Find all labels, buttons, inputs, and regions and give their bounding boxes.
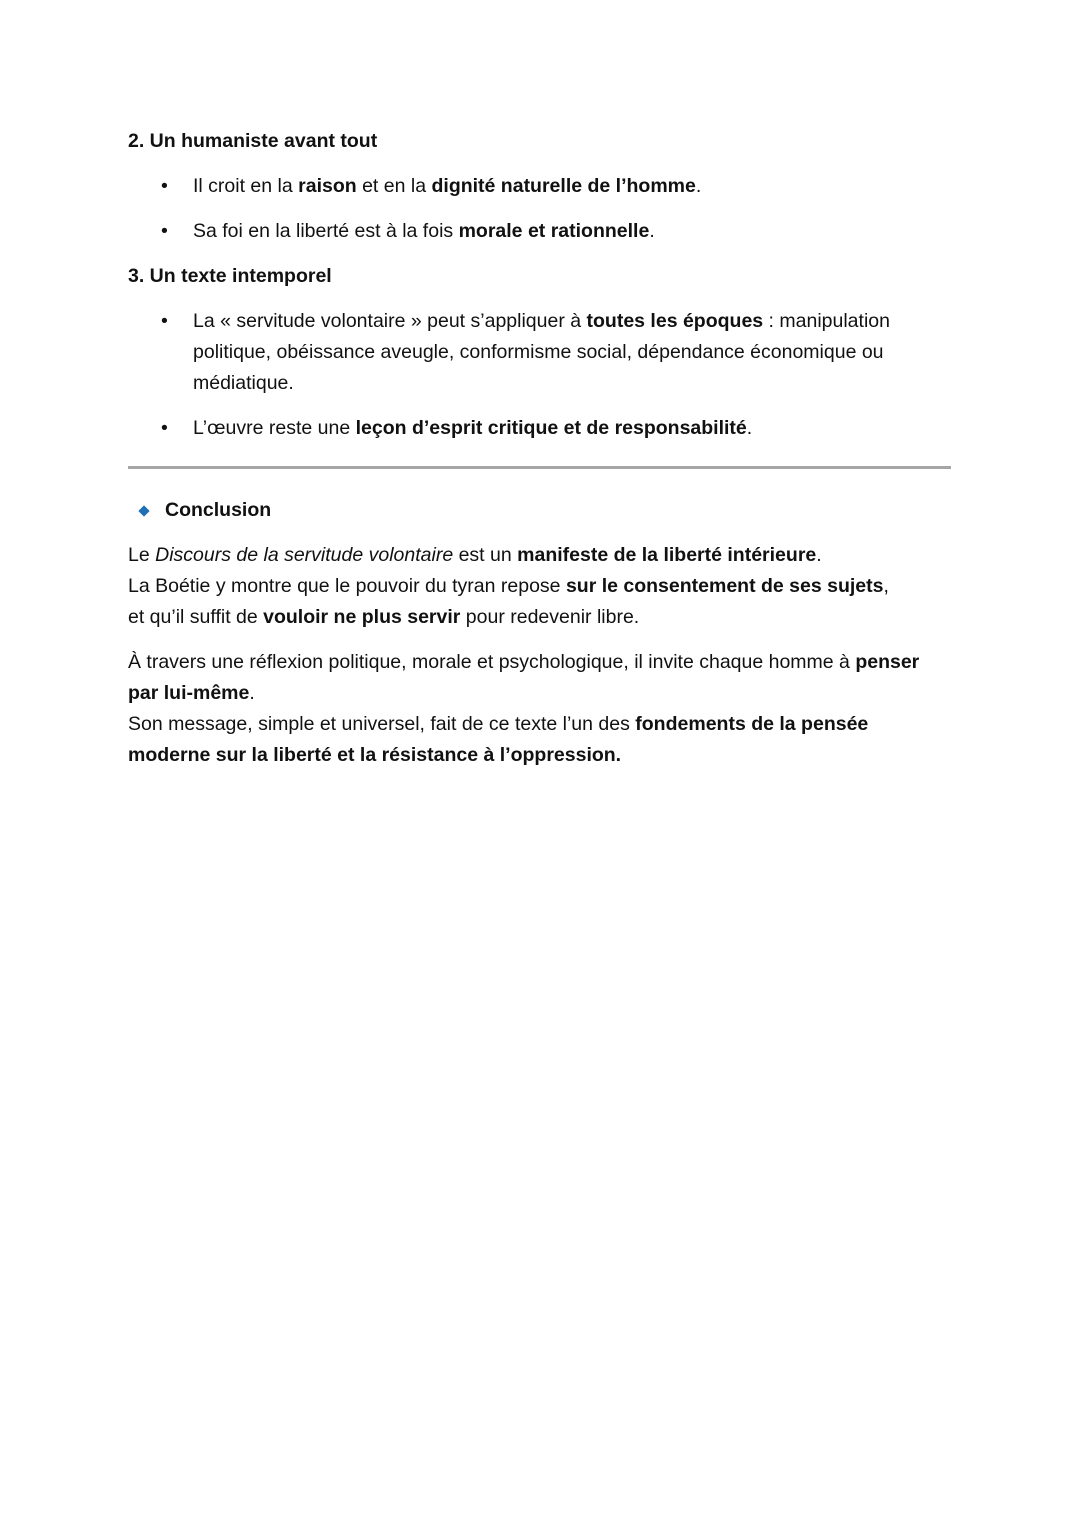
blue-diamond-icon <box>138 505 149 516</box>
text: La « servitude volontaire » peut s’appliquer à <box>193 310 587 332</box>
text: L’œuvre reste une <box>193 417 356 439</box>
text: Sa foi en la liberté est à la fois <box>193 220 459 242</box>
bold-text: penser par lui-même <box>128 651 920 704</box>
text: : manipulation politique, obéissance aveugle, conformisme social, dépendance économique ou médiatique. <box>193 310 890 394</box>
list-item <box>128 413 953 444</box>
text: . <box>746 417 753 439</box>
bold-text: morale et rationnelle <box>458 220 650 242</box>
italic-title: Discours de la servitude volontaire <box>155 544 454 566</box>
document-page <box>128 126 953 785</box>
section-heading: 2. Un humaniste avant tout <box>128 130 378 152</box>
text: La Boétie y montre que le pouvoir du tyran repose <box>128 575 566 597</box>
bold-text: vouloir ne plus servir <box>263 606 461 628</box>
bullet-list <box>128 171 953 247</box>
bold-text: leçon d’esprit critique et de responsabilité <box>355 417 747 439</box>
section-heading: 3. Un texte intemporel <box>128 265 332 287</box>
text: . <box>695 175 702 197</box>
text: , <box>883 575 889 597</box>
list-item <box>128 216 953 247</box>
list-item <box>128 306 953 399</box>
text: et en la <box>356 175 432 197</box>
text: et qu’il suffit de <box>128 606 264 628</box>
paragraph <box>128 647 928 771</box>
text: est un <box>453 544 518 566</box>
bold-text: fondements de la pensée moderne sur la liberté et la résistance à l’oppression. <box>128 713 869 766</box>
conclusion-heading <box>128 495 953 526</box>
text: . <box>816 544 822 566</box>
text: . <box>649 220 655 242</box>
text: Le <box>128 544 156 566</box>
list-item <box>128 171 953 202</box>
conclusion-title: Conclusion <box>165 499 272 521</box>
text: À travers une réflexion politique, morale et psychologique, il invite chaque homme à <box>128 651 856 673</box>
text: Son message, simple et universel, fait de ce texte l’un des <box>128 713 636 735</box>
text: pour redevenir libre. <box>460 606 640 628</box>
horizontal-divider <box>128 466 951 469</box>
bold-text: dignité naturelle de l’homme <box>431 175 696 197</box>
paragraph <box>128 540 953 633</box>
bold-text: sur le consentement de ses sujets <box>565 575 884 597</box>
text: . <box>249 682 255 704</box>
bold-text: manifeste de la liberté intérieure <box>517 544 817 566</box>
bullet-list <box>128 306 953 444</box>
text: Il croit en la <box>193 175 299 197</box>
bold-text: raison <box>298 175 357 197</box>
bold-text: toutes les époques <box>586 310 764 332</box>
